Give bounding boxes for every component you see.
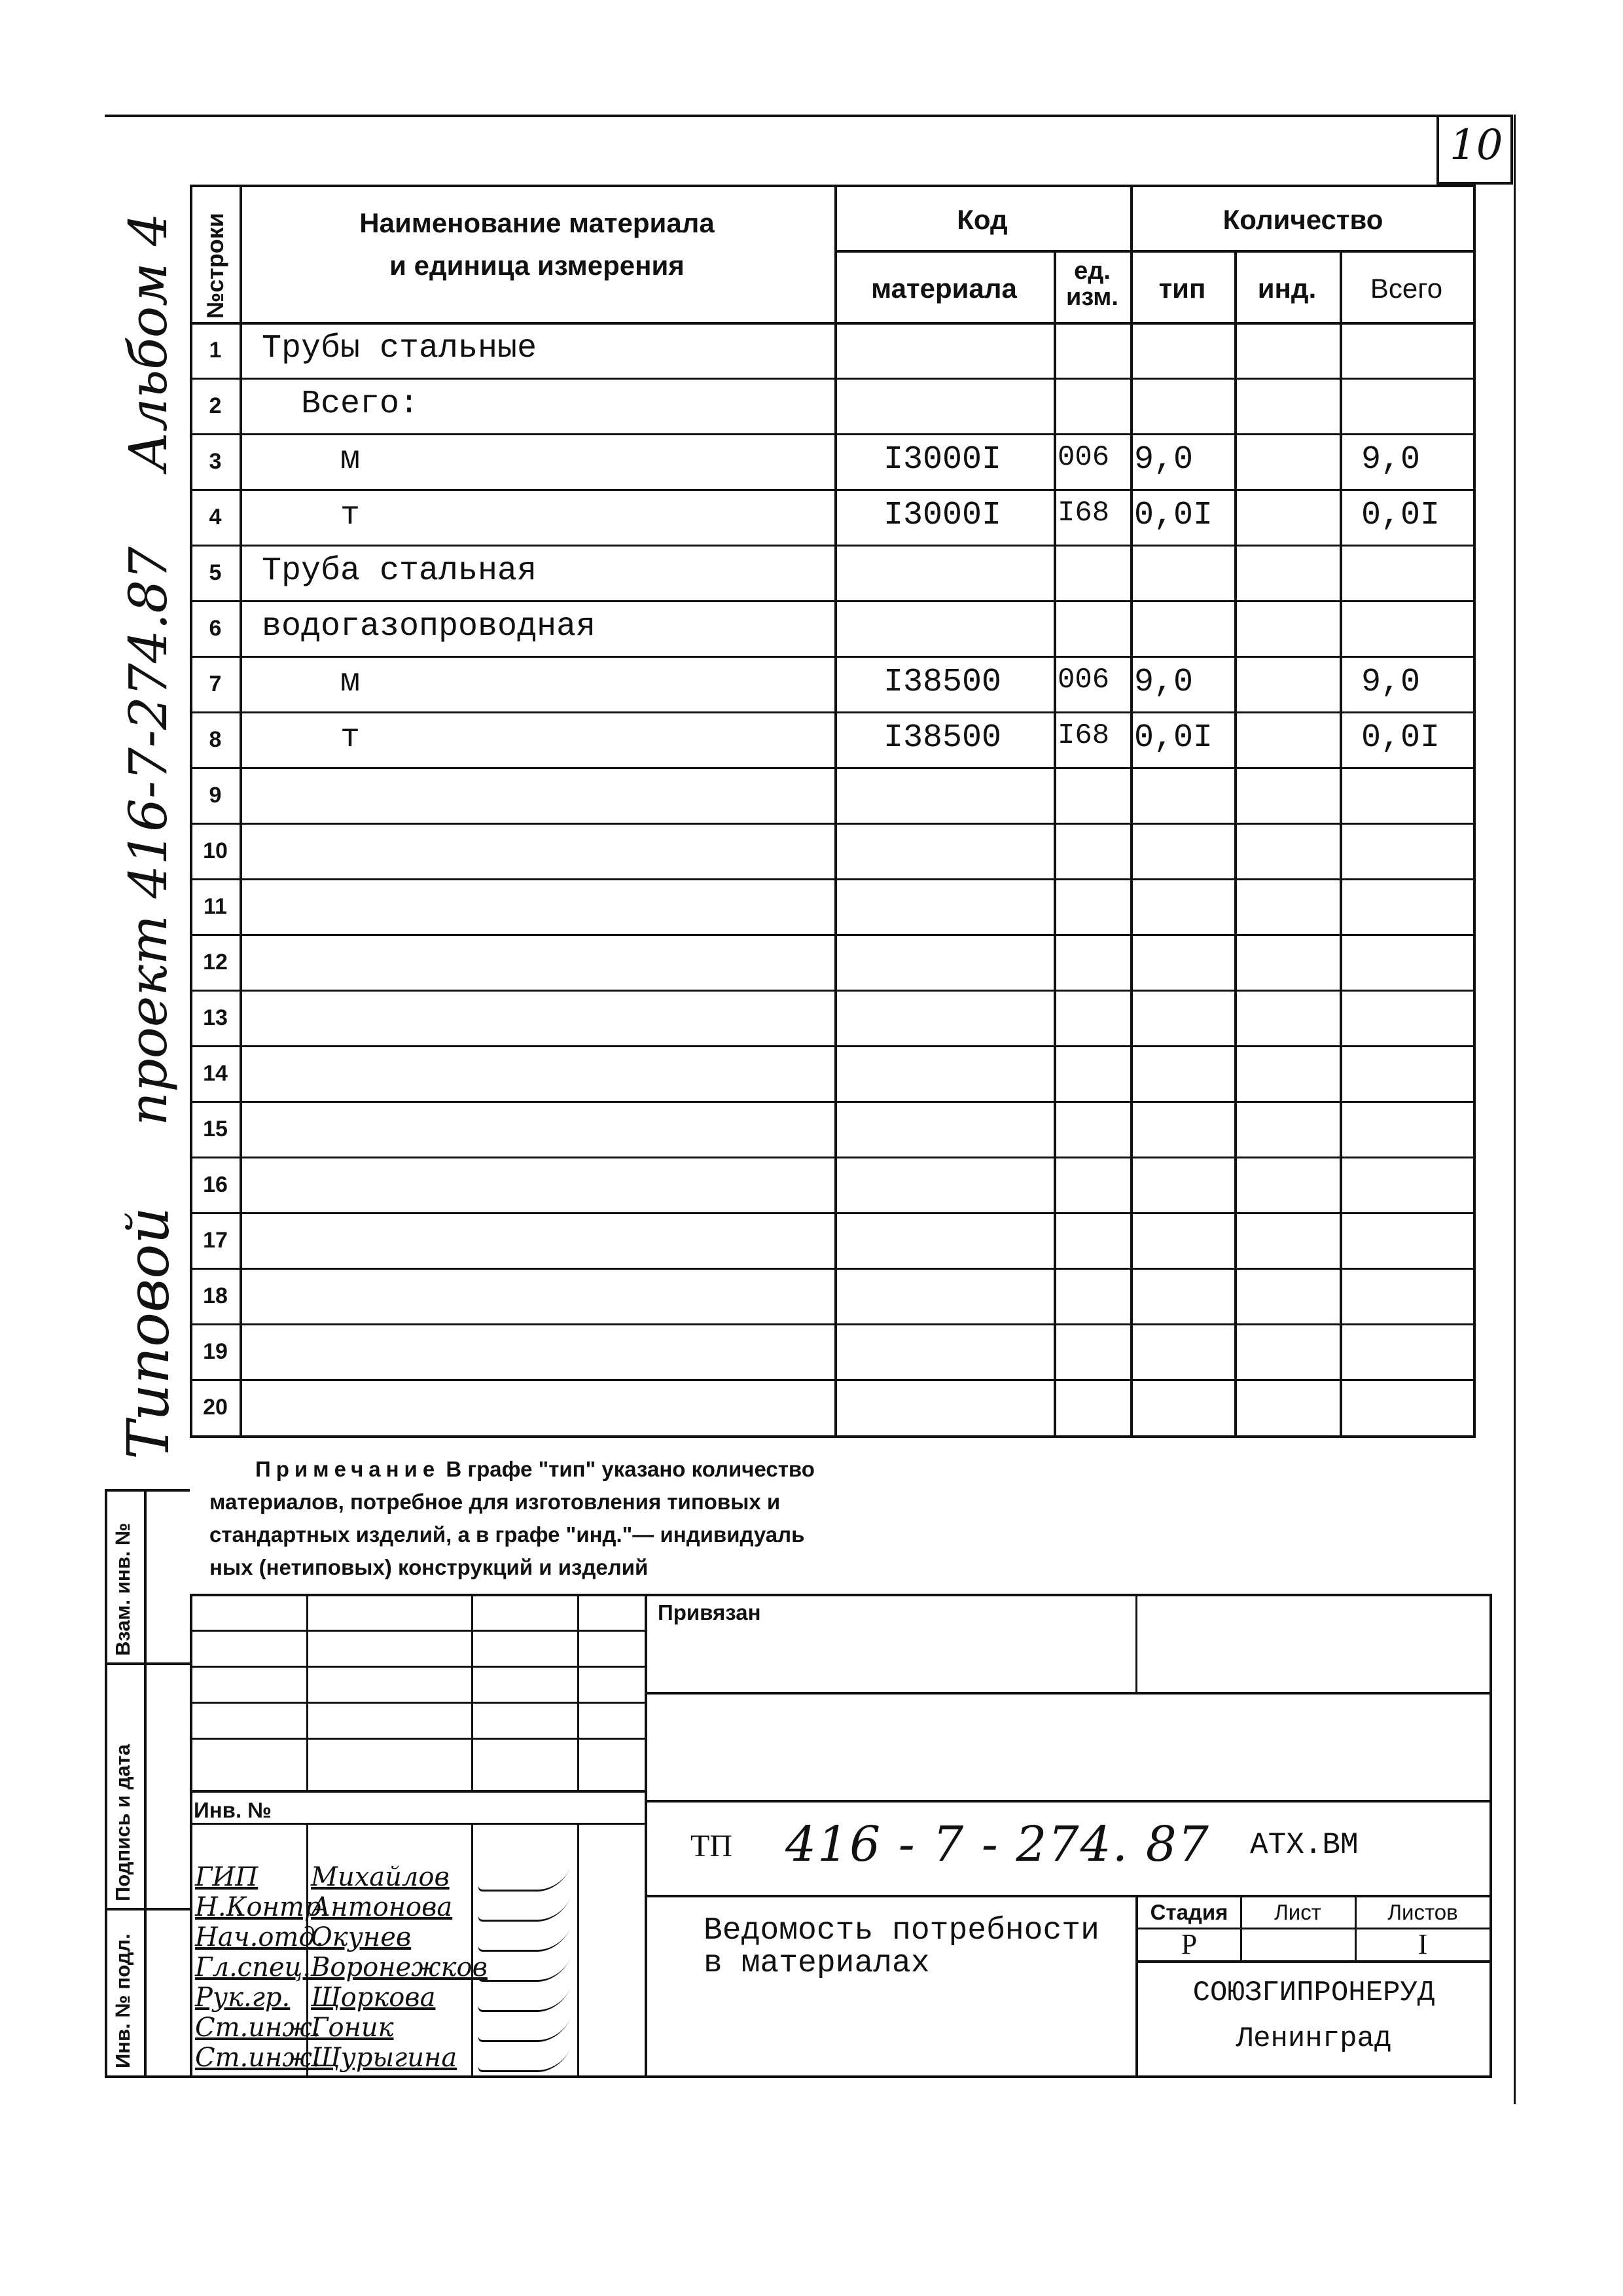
header-name-line2: и единица измерения <box>389 250 685 281</box>
row-number: 19 <box>203 1339 228 1364</box>
note-line-3: стандартных изделий, а в графе "инд."— индивидуаль <box>209 1522 805 1547</box>
material-name: Всего: <box>262 386 419 423</box>
col-div-2 <box>834 185 837 1438</box>
header-name-line1: Наименование материала <box>359 207 715 238</box>
tp-top <box>645 1800 1492 1803</box>
stamp-row-3 <box>190 1702 645 1704</box>
row-number: 12 <box>203 950 228 975</box>
material-code: I3000I <box>883 441 1002 478</box>
stamp-row-4 <box>190 1738 645 1740</box>
material-code: I38500 <box>883 664 1002 701</box>
signer-name: Михайлов <box>311 1862 450 1892</box>
row-rule <box>190 1157 1476 1158</box>
privyazan-label: Привязан <box>658 1600 761 1624</box>
row-rule <box>190 767 1476 769</box>
row-number: 17 <box>203 1228 228 1253</box>
row-rule <box>190 1212 1476 1214</box>
row-rule <box>190 711 1476 713</box>
qty-total: 9,0 <box>1361 664 1421 701</box>
col-div-1 <box>240 185 242 1438</box>
table-top <box>190 185 1476 187</box>
stamp-bottom <box>190 2075 1492 2078</box>
row-number: 15 <box>203 1117 228 1141</box>
signer-name: Воронежков <box>311 1952 488 1982</box>
side-sign-date: Подпись и дата <box>111 1744 134 1901</box>
signature-mark <box>476 1928 570 1952</box>
qty-total: 0,0I <box>1361 497 1440 534</box>
page-number: 10 <box>1450 121 1503 170</box>
col-div-3 <box>1054 250 1056 1438</box>
row-number: 3 <box>209 449 222 474</box>
table-bottom <box>190 1435 1476 1438</box>
sheets-label: Листов <box>1387 1900 1458 1924</box>
stage-value: Р <box>1181 1928 1198 1960</box>
row-rule <box>190 878 1476 880</box>
doc-title-line1: Ведомость потребности <box>704 1913 1099 1948</box>
signature-mark <box>476 2048 570 2072</box>
note-line-1 <box>209 1453 995 1486</box>
material-name: м <box>262 664 361 701</box>
stamp-col-a <box>306 1594 308 1790</box>
qty-total: 9,0 <box>1361 441 1421 478</box>
col-div-4 <box>1130 185 1133 1438</box>
signer-name: Антонова <box>311 1892 453 1922</box>
unit-code: I68 <box>1058 719 1110 752</box>
tp-suffix: АТХ.ВМ <box>1250 1828 1359 1862</box>
row-rule <box>190 1323 1476 1325</box>
stamp-row-1 <box>190 1630 645 1632</box>
note-block <box>209 1453 995 1584</box>
side-inv-vzam: Взам. инв. № <box>111 1522 134 1656</box>
note-line-2: материалов, потребное для изготовления типовых и <box>209 1490 781 1514</box>
note-lead: Примечание <box>255 1457 440 1481</box>
signer-name: Гоник <box>311 2013 394 2043</box>
row-rule <box>190 433 1476 435</box>
signer-role: Ст.инж. <box>195 2013 321 2043</box>
qty-type: 0,0I <box>1134 719 1213 757</box>
tp-number: 416 - 7 - 274. 87 <box>785 1816 1210 1873</box>
signer-name: Щурыгина <box>311 2043 457 2073</box>
material-name: м <box>262 441 361 478</box>
materials-table <box>190 185 1476 1438</box>
doc-title-line2: в материалах <box>704 1946 930 1981</box>
row-rule <box>190 934 1476 936</box>
row-number: 13 <box>203 1005 228 1030</box>
unit-code: 006 <box>1058 664 1110 696</box>
header-row-no: №строки <box>202 213 228 319</box>
stage-label: Стадия <box>1150 1900 1228 1924</box>
material-name: водогазопроводная <box>262 608 596 645</box>
row-rule <box>190 1379 1476 1381</box>
sheet-label: Лист <box>1274 1900 1321 1924</box>
note-line-4: ных (нетиповых) конструкций и изделий <box>209 1555 649 1579</box>
title-block <box>190 1594 1492 2078</box>
row-number: 18 <box>203 1283 228 1308</box>
col-div-5 <box>1234 250 1237 1438</box>
unit-code: 006 <box>1058 441 1110 474</box>
row-number: 6 <box>209 616 222 641</box>
material-code: I38500 <box>883 719 1002 757</box>
signature-mark <box>476 2018 570 2042</box>
tp-bottom <box>645 1895 1492 1897</box>
margin-note-project: проект 416-7-274.87 <box>118 547 179 1126</box>
qty-total: 0,0I <box>1361 719 1440 757</box>
signer-name: Окунев <box>311 1922 412 1952</box>
page-box-left <box>1436 115 1439 183</box>
row-number: 2 <box>209 393 222 418</box>
org-line1: СОЮЗГИПРОНЕРУД <box>1192 1977 1435 2009</box>
row-number: 11 <box>204 894 227 919</box>
privyazan-bottom <box>645 1692 1492 1695</box>
side-strip-div-2 <box>105 1908 190 1910</box>
side-strip-left <box>105 1489 107 2078</box>
material-code: I3000I <box>883 497 1002 534</box>
row-number: 20 <box>203 1395 228 1420</box>
signature-mark <box>476 1958 570 1982</box>
stamp-row-6 <box>190 1823 645 1825</box>
row-number: 5 <box>209 560 222 585</box>
header-q-total: Всего <box>1370 273 1443 304</box>
stamp-row-5 <box>190 1790 645 1793</box>
signer-role: Н.Контр. <box>195 1892 330 1922</box>
signer-role: Нач.отд. <box>195 1922 324 1952</box>
material-name: Трубы стальные <box>262 330 537 367</box>
page-box-right <box>1510 115 1513 183</box>
row-number: 7 <box>209 672 222 696</box>
tp-prefix: ТП <box>690 1829 732 1863</box>
header-bottom-rule <box>190 322 1476 325</box>
unit-code: I68 <box>1058 497 1110 529</box>
note-line-1-rest: В графе "тип" указано количество <box>440 1457 815 1481</box>
row-rule <box>190 990 1476 992</box>
header-code-unit: ед. изм. <box>1066 257 1118 311</box>
stamp-col-c <box>577 1594 579 1790</box>
stamp-col-b2 <box>471 1823 473 2078</box>
stage-col-2 <box>1355 1895 1357 1960</box>
signature-mark <box>476 1867 570 1892</box>
signer-name: Щоркова <box>311 1982 436 2013</box>
stamp-col-main <box>645 1594 647 2078</box>
stamp-col-c2 <box>577 1823 579 2078</box>
material-name: т <box>262 719 361 757</box>
material-name: т <box>262 497 361 534</box>
row-number: 14 <box>203 1061 228 1086</box>
signature-mark <box>476 1897 570 1922</box>
row-rule <box>190 656 1476 658</box>
row-rule <box>190 1268 1476 1270</box>
stamp-top <box>190 1594 1492 1596</box>
privyazan-divider <box>1135 1594 1137 1692</box>
row-number: 10 <box>203 838 228 863</box>
top-rule <box>105 115 1512 117</box>
side-strip-mid <box>144 1489 147 2078</box>
signer-role: ГИП <box>195 1862 259 1892</box>
sheets-value: I <box>1418 1928 1428 1960</box>
row-rule <box>190 545 1476 547</box>
signer-role: Рук.гр. <box>195 1982 291 2013</box>
material-name: Труба стальная <box>262 552 537 590</box>
row-rule <box>190 600 1476 602</box>
header-quantity: Количество <box>1222 204 1383 235</box>
row-number: 1 <box>209 338 222 363</box>
header-q-type: тип <box>1158 273 1206 304</box>
inv-no-label: Инв. № <box>194 1798 272 1822</box>
row-rule <box>190 1101 1476 1103</box>
margin-note-type: Типовой <box>115 1207 182 1460</box>
qty-type: 9,0 <box>1134 664 1194 701</box>
signature-mark <box>476 1988 570 2012</box>
signer-role: Гл.спец. <box>195 1952 312 1982</box>
margin-note-album: Альбом 4 <box>118 213 179 471</box>
row-rule <box>190 1045 1476 1047</box>
signer-role: Ст.инж. <box>195 2043 321 2073</box>
row-rule <box>190 378 1476 380</box>
qty-type: 9,0 <box>1134 441 1194 478</box>
header-code: Код <box>957 204 1008 235</box>
header-mid-rule <box>834 250 1476 253</box>
right-edge-rule <box>1514 115 1516 2104</box>
side-strip-bottom <box>105 2075 190 2078</box>
row-rule <box>190 823 1476 825</box>
col-div-6 <box>1340 250 1342 1438</box>
row-rule <box>190 489 1476 491</box>
row-number: 16 <box>203 1172 228 1197</box>
side-inv-podl: Инв. № подл. <box>111 1933 134 2068</box>
row-number: 4 <box>209 505 222 529</box>
org-line2: Ленинград <box>1236 2022 1392 2055</box>
table-right <box>1473 185 1476 1438</box>
header-code-material: материала <box>871 273 1017 304</box>
side-strip <box>105 1489 190 2078</box>
side-strip-div-1 <box>105 1662 190 1665</box>
side-strip-top <box>105 1489 190 1492</box>
row-number: 8 <box>209 727 222 752</box>
stamp-col-b <box>471 1594 473 1790</box>
stamp-row-2 <box>190 1666 645 1668</box>
row-number: 9 <box>209 783 222 808</box>
qty-type: 0,0I <box>1134 497 1213 534</box>
header-q-ind: инд. <box>1257 273 1317 304</box>
